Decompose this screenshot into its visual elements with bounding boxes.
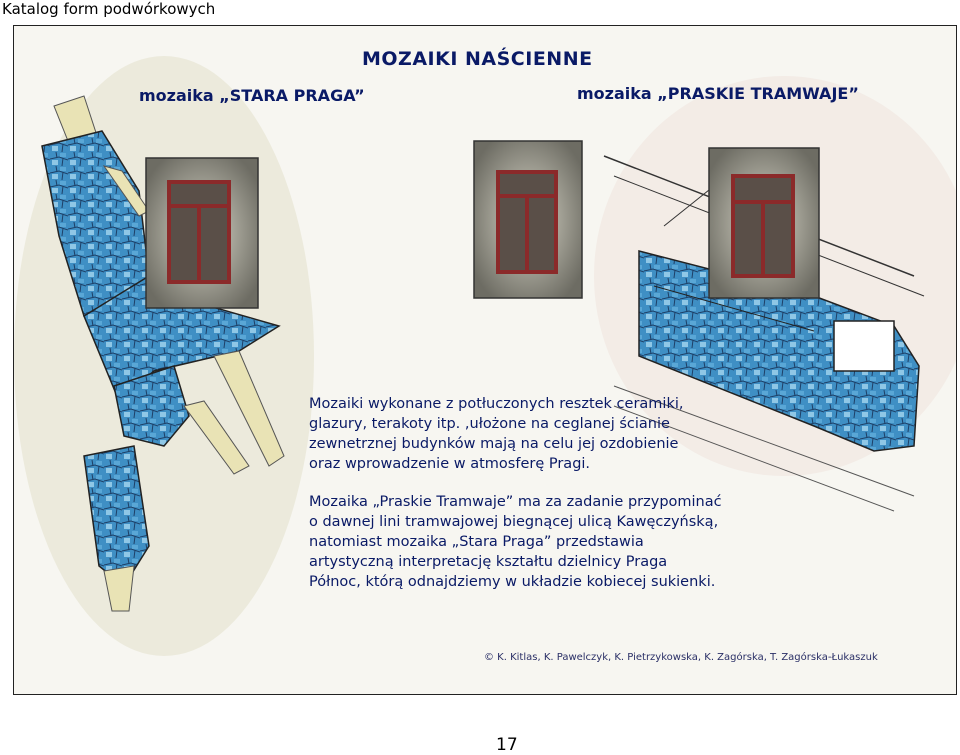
illustration-sheet — [13, 25, 957, 695]
page-number: 17 — [496, 735, 518, 755]
sheet-title: MOZAIKI NAŚCIENNE — [362, 48, 593, 70]
desc2-line: artystyczną interpretację kształtu dzielnicy Praga — [309, 554, 668, 570]
window-stara-praga — [146, 158, 258, 308]
window-praskie-tramwaje — [709, 148, 819, 298]
desc1-line: glazury, terakoty itp. ,ułożone na ceglanej ścianie — [309, 416, 670, 432]
desc1-line: zewnetrznej budynków mają na celu jej ozdobienie — [309, 436, 679, 452]
desc1-line: oraz wprowadzenie w atmosferę Pragi. — [309, 456, 591, 472]
window-middle — [474, 141, 582, 298]
document-header: Katalog form podwórkowych — [2, 0, 216, 18]
desc2-line: o dawnej lini tramwajowej biegnącej ulicą Kawęczyńską, — [309, 514, 719, 530]
desc2-line: Północ, którą odnajdziemy w układzie kobiecej sukienki. — [309, 574, 716, 590]
description-paragraph-1 — [309, 394, 779, 474]
description-paragraph-2 — [309, 492, 769, 592]
mosaic-illustration — [14, 26, 956, 694]
desc2-line: Mozaika „Praskie Tramwaje” ma za zadanie przypominać — [309, 494, 722, 510]
label-praskie-tramwaje: mozaika „PRASKIE TRAMWAJE” — [577, 84, 859, 103]
desc2-line: natomiast mozaika „Stara Praga” przedstawia — [309, 534, 644, 550]
desc1-line: Mozaiki wykonane z potłuczonych resztek ceramiki, — [309, 396, 684, 412]
label-stara-praga: mozaika „STARA PRAGA” — [139, 86, 365, 105]
credits: © K. Kitlas, K. Pawelczyk, K. Pietrzykowska, K. Zagórska, T. Zagórska-Łukaszuk — [484, 652, 878, 663]
